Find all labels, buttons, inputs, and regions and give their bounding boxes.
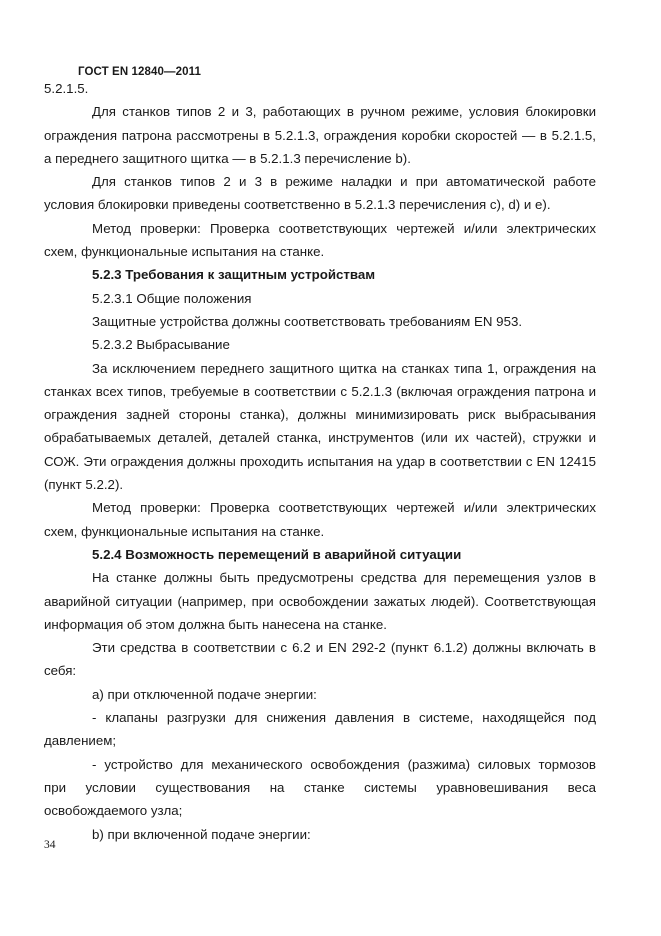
list-item: - клапаны разгрузки для снижения давления в системе, находящейся под давлением;	[44, 710, 596, 749]
document-header: ГОСТ EN 12840—2011	[78, 66, 201, 78]
subsection-heading: 5.2.3.2 Выбрасывание	[92, 337, 230, 353]
paragraph: На станке должны быть предусмотрены средства для перемещения узлов в аварийной ситуации (например, при освобождении зажатых людей). Соответствующая информация об этом должна быть нанесена на станке.	[44, 570, 596, 632]
section-heading: 5.2.3 Требования к защитным устройствам	[92, 267, 376, 283]
paragraph: Для станков типов 2 и 3, работающих в ручном режиме, условия блокировки ограждения патрона рассмотрены в 5.2.1.3, ограждения коробки скоростей — в 5.2.1.5, а переднего защитного щитка — в 5.2.1.3 перечисление b).	[44, 104, 596, 166]
paragraph: Защитные устройства должны соответствовать требованиям EN 953.	[92, 313, 523, 329]
list-item-continuation: при условии существования на станке системы уравновешивания веса	[44, 779, 596, 795]
list-item: b) при включенной подаче энергии:	[92, 826, 311, 842]
paragraph: За исключением переднего защитного щитка на станках типа 1, ограждения на станках всех типов, требуемые в соответствии с 5.2.1.3 (включая ограждения патрона и ограждения задней стороны станка), должны минимизировать риск выбрасывания обрабатываемых деталей, деталей станка, инструментов (или их частей), стружки и СОЖ. Эти ограждения должны проходить испытания на удар в соответствии с EN 12415 (пункт 5.2.2).	[44, 360, 596, 493]
paragraph: Метод проверки: Проверка соответствующих чертежей и/или электрических схем, функциональные испытания на станке.	[44, 220, 596, 260]
page-number: 34	[44, 839, 56, 851]
list-item: a) при отключенной подаче энергии:	[92, 686, 317, 702]
paragraph: Метод проверки: Проверка соответствующих чертежей и/или электрических схем, функциональные испытания на станке.	[44, 500, 596, 539]
paragraph: Для станков типов 2 и 3 в режиме наладки и при автоматической работе условия блокировки приведены соответственно в 5.2.1.3 перечисления c), d) и e).	[44, 174, 596, 213]
continued-reference: 5.2.1.5.	[44, 81, 89, 96]
document-body	[44, 77, 596, 846]
section-heading: 5.2.4 Возможность перемещений в аварийной ситуации	[92, 546, 462, 562]
paragraph: Эти средства в соответствии с 6.2 и EN 292-2 (пункт 6.1.2) должны включать в себя:	[44, 640, 596, 679]
list-item: - устройство для механического освобождения (разжима) силовых тормозов	[92, 756, 596, 772]
subsection-heading: 5.2.3.1 Общие положения	[92, 290, 252, 306]
list-item-continuation: освобождаемого узла;	[44, 803, 183, 819]
